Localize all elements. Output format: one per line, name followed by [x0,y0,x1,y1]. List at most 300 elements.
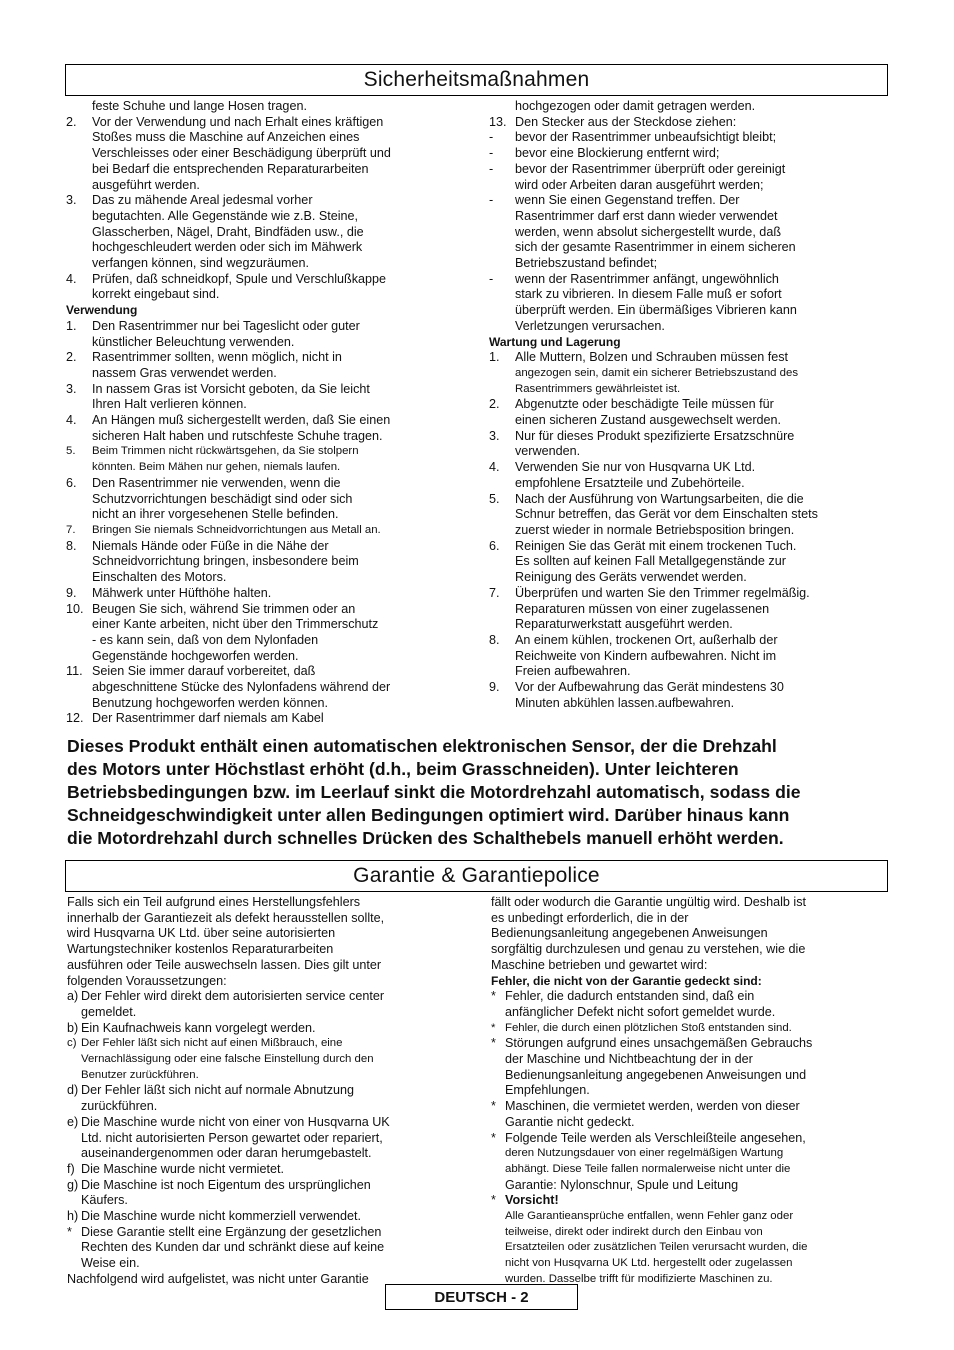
list-item-line [66,335,466,351]
list-item-text: Wartungstechniker kostenlos Reparaturarbeiten [67,942,334,957]
list-marker: * [491,1036,496,1051]
list-marker [67,1146,81,1162]
list-marker [66,335,92,351]
list-item-text: nicht an ihrer vorgesehenen Stelle befinden. [92,507,339,522]
list-item-line [66,146,466,162]
list-item-text: An einem kühlen, trockenen Ort, außerhalb der [515,632,778,647]
list-item-line [491,958,891,974]
list-item-text: Nachfolgend wird aufgelistet, was nicht unter Garantie [67,1271,369,1286]
list-marker: 2. [489,397,500,412]
list-marker [67,1099,81,1115]
list-marker [489,696,515,712]
list-marker [67,1256,81,1272]
subsection-heading: Wartung und Lagerung [489,334,621,349]
list-item-text: ausgeführt werden. [92,177,200,192]
list-marker [66,146,92,162]
list-marker: 4. [66,413,77,428]
section-title-warranty: Garantie & Garantiepolice [65,860,888,892]
list-item-text: verfangen können, sind wegzuräumen. [92,256,310,271]
list-marker: 12. [66,711,84,726]
list-marker: 9. [66,585,77,600]
list-item-text: wird oder Arbeiten daran ausgeführt werden; [515,177,764,192]
list-item-line [489,602,889,618]
list-item-line [67,1240,467,1256]
list-marker [66,256,92,272]
list-marker [491,1083,505,1099]
list-item-line [489,649,889,665]
list-item-line [66,696,466,712]
list-item-text: Bringen Sie niemals Schneidvorrichtungen aus Metall an. [92,523,381,536]
list-item-line [67,942,467,958]
list-marker: 8. [66,538,77,553]
list-item-line [489,664,889,680]
list-marker: 1. [66,318,77,333]
list-item-text: der Maschine und Nichtbeachtung der in der [505,1052,753,1067]
list-item-text: Reichweite von Kindern aufbewahren. Nicht im [515,648,777,663]
list-item-line [491,1178,891,1194]
list-marker: 4. [489,460,500,475]
list-marker [66,366,92,382]
list-item-line [66,492,466,508]
safety-left-column [66,99,466,727]
list-item-text: Die Maschine wurde nicht kommerziell verwendet. [81,1209,361,1224]
list-item-text: Der Rasentrimmer darf niemals am Kabel [92,711,324,726]
list-item-line [66,115,466,131]
list-marker [66,225,92,241]
list-marker [491,1209,505,1225]
list-item-text: teilweise, direkt oder indirekt durch den Einbau von [505,1225,763,1238]
list-item-text: bei Bedarf die entsprechenden Reparaturarbeiten [92,161,369,176]
list-marker [67,1005,81,1021]
list-item-text: hochgeschleudert werden oder sich im Mähwerk [92,240,363,255]
list-marker [66,554,92,570]
list-item-line [489,492,889,508]
list-item-text: Die Maschine wurde nicht von einer von Husqvarna UK [81,1114,390,1129]
list-item-line [489,617,889,633]
list-item-line [67,1052,467,1068]
list-item-text: Reinigung des Geräts verwendet werden. [515,570,747,585]
list-item-text: Seien Sie immer darauf vorbereitet, daß [92,664,316,679]
list-item-text: Garantie nicht gedeckt. [505,1114,635,1129]
list-item-text: empfohlene Ersatzteile und Zubehörteile. [515,475,745,490]
list-item-line [66,193,466,209]
list-item-line [66,507,466,523]
list-item-line [489,366,889,382]
list-item-line [66,617,466,633]
list-item-line [489,225,889,241]
list-item-text: angezogen sein, damit ein sicherer Betriebszustand des [515,366,799,379]
list-marker: * [491,1193,496,1208]
list-marker [489,476,515,492]
list-item-line [489,350,889,366]
list-item-line [491,895,891,911]
subsection-heading: Fehler, die nicht von der Garantie gedeckt sind: [491,973,762,988]
list-item-text: Es sollten auf keinen Fall Metallgegenstände zur [515,554,786,569]
list-marker [66,162,92,178]
list-marker [491,1178,505,1194]
list-marker [491,1115,505,1131]
safety-right-column [489,99,889,711]
list-marker [491,1162,505,1178]
list-item-text: hochgezogen oder damit getragen werden. [515,99,756,113]
list-marker [489,319,515,335]
list-item-text: Weise ein. [81,1256,140,1271]
list-item-line [489,397,889,413]
list-item-text: Vernachlässigung oder eine falsche Einstellung durch den [81,1053,374,1066]
list-item-line [489,162,889,178]
list-item-line [491,1099,891,1115]
list-marker [491,1005,505,1021]
list-item-text: Einschalten des Motors. [92,570,227,585]
list-item-line [491,1146,891,1162]
list-item-line [489,303,889,319]
list-item-line [491,1068,891,1084]
list-item-line [67,1162,467,1178]
list-item-line [66,287,466,303]
list-item-text: wenn der Rasentrimmer anfängt, ungewöhnlich [515,271,779,286]
list-marker [491,1052,505,1068]
list-marker: c) [67,1037,77,1050]
list-item-line [66,272,466,288]
list-item-line [489,476,889,492]
list-item-text: Vor der Aufbewahrung das Gerät mindestens 30 [515,680,784,695]
list-item-text: Rasentrimmer sollten, wenn möglich, nicht in [92,350,342,365]
list-item-text: Bedienungsanleitung angegebenen Anweisungen [491,926,768,941]
list-item-line [491,989,891,1005]
page-footer-label: DEUTSCH - 2 [385,1284,578,1310]
list-item-text: Garantie: Nylonschnur, Spule und Leitung [505,1177,739,1192]
list-marker: - [489,146,494,161]
list-marker: 13. [489,114,507,129]
list-item-line [491,942,891,958]
list-marker [489,413,515,429]
list-item-text: feste Schuhe und lange Hosen tragen. [92,99,307,113]
list-item-text: sicheren Halt haben und rutschfeste Schuhe tragen. [92,428,383,443]
list-item-line [489,429,889,445]
list-item-line [489,570,889,586]
list-item-text: Maschinen, die vermietet werden, werden von dieser [505,1099,800,1114]
list-item-line [66,602,466,618]
list-marker: 6. [489,538,500,553]
list-marker [66,633,92,649]
list-item-text: Ein Kaufnachweis kann vorgelegt werden. [81,1020,316,1035]
list-item-line [489,460,889,476]
list-item-line [66,413,466,429]
list-marker: d) [67,1083,79,1098]
list-marker [489,303,515,319]
list-marker [67,1068,81,1084]
list-item-text: folgenden Voraussetzungen: [67,973,227,988]
list-item-line [491,1162,891,1178]
list-item-line [66,397,466,413]
list-item-line [489,523,889,539]
list-item-text: sorgfältig durchzulesen und genau zu verstehen, wie die [491,942,806,957]
list-item-text: künstlicher Beleuchtung verwenden. [92,334,295,349]
notice-line: Schneidgeschwindigkeit unter allen Bedingungen optimiert wird. Darüber hinaus kann [67,805,790,825]
list-item-text: gemeldet. [81,1004,137,1019]
list-item-line [491,1209,891,1225]
list-item-text: - es kann sein, daß von dem Nylonfaden [92,632,319,647]
list-marker [66,649,92,665]
list-marker: f) [67,1161,75,1176]
list-item-text: Folgende Teile werden als Verschleißteile angesehen, [505,1130,806,1145]
list-marker: b) [67,1020,79,1035]
list-marker: 3. [66,193,77,208]
list-item-line [489,680,889,696]
list-item-line [67,895,467,911]
list-marker: 3. [66,381,77,396]
list-item-text: einer Kante arbeiten, nicht über den Trimmerschutz [92,617,379,632]
list-marker [491,1256,505,1272]
list-item-line [491,926,891,942]
list-marker: 9. [489,680,500,695]
list-item-line [67,1131,467,1147]
list-item-line [66,649,466,665]
list-item-text: Der Fehler wird direkt dem autorisierten service center [81,989,385,1004]
list-marker [66,617,92,633]
list-item-text: bevor eine Blockierung entfernt wird; [515,146,720,161]
list-item-line [66,178,466,194]
list-item-line [66,256,466,272]
list-item-text: Nur für dieses Produkt spezifizierte Ersatzschnüre [515,428,795,443]
list-item-line [66,429,466,445]
list-item-line [489,130,889,146]
list-item-line [491,1052,891,1068]
warranty-left-column [67,895,467,1288]
list-marker: 7. [66,523,76,536]
list-marker [489,366,515,382]
list-item-text: In nassem Gras ist Vorsicht geboten, da Sie leicht [92,381,370,396]
sensor-notice [67,735,897,850]
list-item-line [489,539,889,555]
list-item-text: Ersatzteilen oder zusätzlichen Teilen verursacht wurden, die [505,1241,808,1254]
list-item-text: auseinandergenommen oder daran herumgebastelt. [81,1146,372,1161]
list-item-line [491,1256,891,1272]
list-item-text: Ihren Halt verlieren können. [92,397,247,412]
list-marker [489,664,515,680]
list-marker: - [489,193,494,208]
list-item-text: wird Husqvarna UK Ltd. über seine autorisierten [67,926,336,941]
list-item-text: Reparaturwerkstatt ausgeführt werden. [515,617,733,632]
list-item-line [67,1193,467,1209]
list-item-line [66,570,466,586]
list-marker: g) [67,1177,79,1192]
list-marker: - [489,271,494,286]
list-marker: e) [67,1114,79,1129]
list-marker [66,570,92,586]
list-item-text: Verwenden Sie nur von Husqvarna UK Ltd. [515,460,756,475]
list-item-line [66,130,466,146]
list-marker [66,130,92,146]
list-marker [66,397,92,413]
list-marker: 5. [489,491,500,506]
list-item-text: Freien aufbewahren. [515,664,631,679]
list-item-line [489,382,889,398]
list-marker [66,429,92,445]
list-item-text: Schutzvorrichtungen beschädigt sind oder sich [92,491,353,506]
list-item-text: Nach der Ausführung von Wartungsarbeiten, die die [515,491,804,506]
list-marker: 7. [489,585,500,600]
list-marker [66,240,92,256]
list-item-text: Bedienungsanleitung angegebenen Anweisungen und [505,1067,807,1082]
list-item-line [67,1256,467,1272]
list-item-line [66,633,466,649]
list-item-text: Verschleisses oder einer Beschädigung überprüft und [92,146,391,161]
notice-line: die Motordrehzahl durch schnelles Drücken des Schalthebels manuell erhöht werden. [67,828,784,848]
list-marker [489,617,515,633]
list-marker [489,602,515,618]
list-item-text: deren Nutzungsdauer von einer regelmäßigen Wartung [505,1147,784,1160]
list-item-text: überprüft werden. Ein übermäßiges Vibrieren kann [515,303,797,318]
list-marker [489,523,515,539]
list-item-line [67,1115,467,1131]
list-item-line [66,680,466,696]
list-item-line [67,974,467,990]
section-title-safety: Sicherheitsmaßnahmen [65,64,888,96]
list-marker: 5. [66,445,76,458]
list-marker [489,225,515,241]
list-item-line [491,1225,891,1241]
list-item-line [66,209,466,225]
list-item-line [489,696,889,712]
list-item-text: Den Stecker aus der Steckdose ziehen: [515,114,737,129]
list-marker [489,507,515,523]
list-item-line [491,1240,891,1256]
list-item-line [66,240,466,256]
list-item-text: Den Rasentrimmer nie verwenden, wenn die [92,475,341,490]
list-item-line [491,1036,891,1052]
list-marker [67,1052,81,1068]
list-item-text: stark zu vibrieren. In diesem Falle muß er sofort [515,287,782,302]
list-item-text: Rasentrimmers gewährleistet ist. [515,382,681,395]
list-item-text: anfänglicher Defekt nicht sofort gemeldet wurde. [505,1004,776,1019]
list-item-line [489,507,889,523]
list-item-text: wurden. Dasselbe trifft für modifizierte Maschinen zu. [505,1272,773,1285]
list-item-line [66,444,466,460]
notice-line: Dieses Produkt enthält einen automatischen elektronischen Sensor, der die Drehzahl [67,736,777,756]
list-item-text: Verletzungen verursachen. [515,318,665,333]
list-item-text: Maschine betrieben und gewartet wird: [491,957,708,972]
list-item-text: zurückführen. [81,1099,158,1114]
list-marker: 8. [489,632,500,647]
list-item-text: Reparaturen müssen von einer zugelassenen [515,601,770,616]
list-marker: 2. [66,350,77,365]
list-marker [66,178,92,194]
list-item-line [67,1146,467,1162]
list-item-text: Überprüfen und warten Sie den Trimmer regelmäßig. [515,585,810,600]
list-item-line [491,1193,891,1209]
list-item-text: Alle Muttern, Bolzen und Schrauben müssen fest [515,350,789,365]
list-item-line [66,664,466,680]
list-item-line [67,1099,467,1115]
list-item-text: abhängt. Diese Teile fallen normalerweise nicht unter die [505,1162,791,1175]
list-marker [66,492,92,508]
list-item-text: fällt oder wodurch die Garantie ungültig wird. Deshalb ist [491,895,807,909]
list-marker: 11. [66,664,83,679]
list-item-text: Glasscherben, Nägel, Draht, Bindfäden usw., die [92,224,364,239]
list-item-line [67,1005,467,1021]
list-marker: 3. [489,428,500,443]
list-item-text: Gegenstände hochgeworfen werden. [92,648,299,663]
list-item-line [67,1083,467,1099]
list-item-text: bevor der Rasentrimmer überprüft oder gereinigt [515,161,786,176]
list-marker [489,554,515,570]
list-marker [489,240,515,256]
list-item-text: Rasentrimmer darf erst dann wieder verwendet [515,208,778,223]
list-marker: - [489,130,494,145]
list-item-line [67,1021,467,1037]
list-item-line [489,287,889,303]
list-item-line [491,1083,891,1099]
list-marker [66,460,92,476]
list-item-line [66,162,466,178]
list-item-line [489,256,889,272]
list-item-line [67,911,467,927]
list-marker: 1. [489,350,500,365]
list-item-text: abgeschnittene Stücke des Nylonfadens während der [92,680,391,695]
list-item-text: Käufers. [81,1193,128,1208]
list-item-text: Mähwerk unter Hüfthöhe halten. [92,585,272,600]
list-marker: * [491,1021,496,1034]
list-item-text: Das zu mähende Areal jedesmal vorher [92,193,313,208]
list-item-line [67,989,467,1005]
list-item-line [67,1068,467,1084]
list-item-text: sich der gesamte Rasentrimmer in einem sicheren [515,240,796,255]
list-item-text: Empfehlungen. [505,1083,590,1098]
list-marker: 4. [66,271,77,286]
list-item-line [489,444,889,460]
list-marker [489,178,515,194]
list-item-line [66,711,466,727]
list-item-text: Benutzung hochgeworfen werden können. [92,695,328,710]
list-item-line [489,99,889,115]
list-item-line [66,539,466,555]
list-item-text: Beugen Sie sich, während Sie trimmen oder an [92,601,356,616]
list-item-line [67,958,467,974]
list-item-line [66,476,466,492]
subsection-heading: Verwendung [66,303,138,318]
list-item-text: Der Fehler läßt sich nicht auf normale Abnutzung [81,1083,355,1098]
list-item-line [491,1115,891,1131]
list-marker [67,1131,81,1147]
list-item-text: könnten. Beim Mähen nur gehen, niemals laufen. [92,461,341,474]
list-item-line [489,586,889,602]
list-item-text: Die Maschine wurde nicht vermietet. [81,1161,284,1176]
list-item-text: einen sicheren Zustand ausgewechselt werden. [515,413,782,428]
list-item-line [491,1021,891,1037]
list-item-line [489,272,889,288]
list-item-text: innerhalb der Garantiezeit als defekt herausstellen sollte, [67,910,385,925]
list-item-text: Die Maschine ist noch Eigentum des ursprünglichen [81,1177,371,1192]
list-marker [491,1240,505,1256]
list-marker: * [491,989,496,1004]
list-item-line [489,633,889,649]
list-marker [489,287,515,303]
list-item-line [489,554,889,570]
list-item-text: Vorsicht! [505,1193,559,1208]
list-item-text: korrekt eingebaut sind. [92,287,220,302]
notice-line: Betriebsbedingungen bzw. im Leerlauf sinkt die Motordrehzahl automatisch, sodass die [67,782,801,802]
list-item-line [489,146,889,162]
list-item-line [489,178,889,194]
list-item-text: ausführen oder Teile auswechseln lassen. Dies gilt unter [67,957,382,972]
list-marker: 10. [66,601,84,616]
list-item-text: nassem Gras verwendet werden. [92,365,277,380]
list-item-line [66,350,466,366]
list-item-line [66,99,466,115]
list-item-line [66,225,466,241]
list-marker [489,99,515,115]
